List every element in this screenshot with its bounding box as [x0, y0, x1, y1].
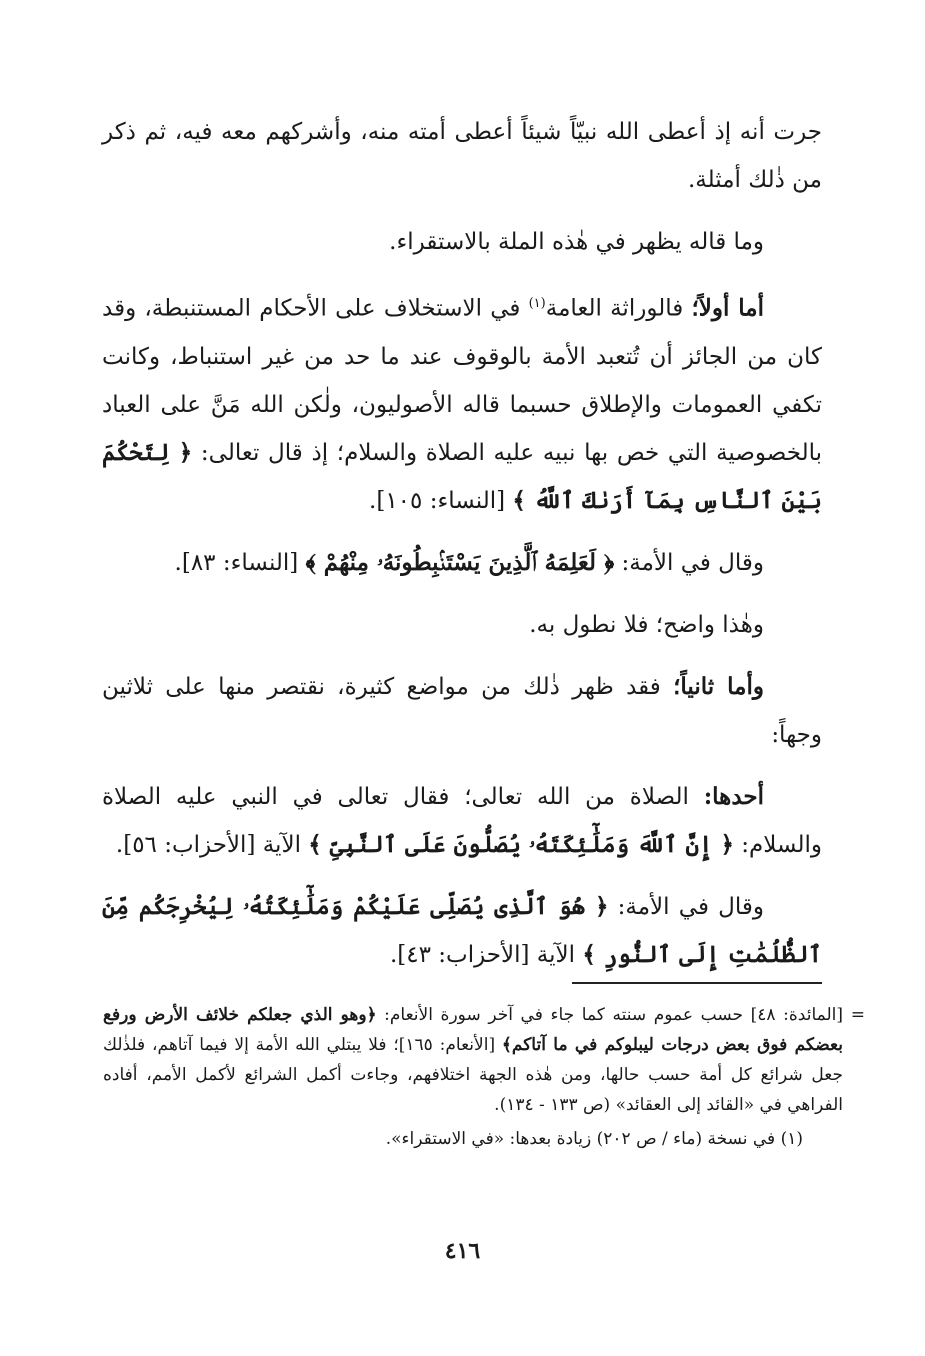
paragraph-3-text-b: في الاستخلاف على الأحكام المستنبطة، وقد كان من الجائز أن تُتعبد الأمة بالوقوف عند ما حد من غير استنباط، وكانت تكفي العمومات والإطلاق حسبما قاله الأصوليون، ولٰكن الله مَنَّ على العباد بالخصوصية التي خص بها نبيه عليه الصلاة والسلام؛ إذ قال تعالى: [102, 295, 822, 466]
paragraph-3-text-a: فالوراثة العامة [545, 295, 692, 322]
footnote-ref-1: (١) [528, 296, 546, 311]
verse-reference: الآية [الأحزاب: ٤٣]. [389, 941, 583, 968]
paragraph-3 [102, 280, 822, 525]
footnote-continued [103, 1000, 843, 1120]
paragraph-7-lead: أحدها: [703, 782, 764, 810]
paragraph-2-text: وما قاله يظهر في هٰذه الملة بالاستقراء. [389, 229, 764, 255]
footnote-quran-verse: ﴿وهو الذي جعلكم خلائف الأرض ورفع بعضكم فوق بعض درجات ليبلوكم في ما آتاكم﴾ [103, 1005, 843, 1055]
footnote-continued-text-a: [المائدة: ٤٨] حسب عموم سنته كما جاء في آخر سورة الأنعام: [376, 1005, 843, 1025]
paragraph-8-text: وقال في الأمة: [608, 893, 764, 920]
verse-reference: الآية [الأحزاب: ٥٦]. [115, 831, 309, 858]
paragraph-3-lead: أما أولاً؛ [691, 294, 764, 322]
footnote-continuation-marker: = [850, 1005, 865, 1025]
quran-verse: ﴿ لِتَحْكُمَ بَيْنَ ٱلنَّاسِ بِمَآ أَرَىٰكَ ٱللَّهُ ﴾ [102, 438, 822, 514]
paragraph-1-text: جرت أنه إذ أعطى الله نبيّاً شيئاً أعطى أمته منه، وأشركهم معه فيه، ثم ذكر من ذٰلك أمثلة. [102, 119, 822, 193]
verse-reference: [النساء: ٨٣]. [174, 549, 306, 576]
footnotes-section [103, 1000, 865, 1154]
main-text [102, 108, 822, 993]
footnote-divider [572, 982, 822, 984]
footnote-1 [103, 1124, 843, 1154]
paragraph-5-text: وهٰذا واضح؛ فلا نطول به. [529, 611, 764, 638]
footnote-continued-text-b: [الأنعام: ١٦٥]؛ فلا يبتلي الله الأمة إلا فيما آتاهم، فلذٰلك جعل شرائع كل أمة حسب حالها، ومن هٰذه الجهة اختلافهم، وجاءت أكمل الشرائع لأكمل الأمم، أفاده الفراهي في «القائد إلى العقائد» (ص ١٣٣ - ١٣٤). [103, 1035, 843, 1115]
paragraph-5 [102, 601, 822, 649]
paragraph-6-text: فقد ظهر ذٰلك من مواضع كثيرة، نقتصر منها على ثلاثين وجهاً: [102, 673, 822, 748]
paragraph-4-text: وقال في الأمة: [614, 549, 764, 576]
paragraph-7-text: الصلاة من الله تعالى؛ فقال تعالى في النبي عليه الصلاة والسلام: [102, 783, 822, 858]
paragraph-7 [102, 773, 822, 869]
page-number: ٤١٦ [444, 1238, 481, 1264]
paragraph-8 [102, 883, 822, 979]
paragraph-1 [102, 108, 822, 204]
paragraph-6 [102, 663, 822, 759]
paragraph-2 [102, 218, 822, 266]
quran-verse: ﴿ إِنَّ ٱللَّهَ وَمَلَٰٓئِكَتَهُۥ يُصَلُّونَ عَلَى ٱلنَّبِىِّ ﴾ [308, 830, 734, 858]
paragraph-4 [102, 539, 822, 587]
paragraph-6-lead: وأما ثانياً؛ [673, 672, 765, 700]
quran-verse: ﴿ لَعَلِمَهُ ٱلَّذِينَ يَسْتَنۢبِطُونَهُۥ مِنْهُمْ ﴾ [305, 548, 615, 576]
quran-verse: ﴿ هُوَ ٱلَّذِى يُصَلِّى عَلَيْكُمْ وَمَلَٰٓئِكَتُهُۥ لِيُخْرِجَكُم مِّنَ ٱلظُّلُمَٰتِ إِلَى ٱلنُّورِ ﴾ [102, 892, 822, 968]
verse-reference: [النساء: ١٠٥]. [369, 487, 513, 514]
footnote-1-text: (١) في نسخة (ماء / ص ٢٠٢) زيادة بعدها: «في الاستقراء». [385, 1129, 803, 1149]
